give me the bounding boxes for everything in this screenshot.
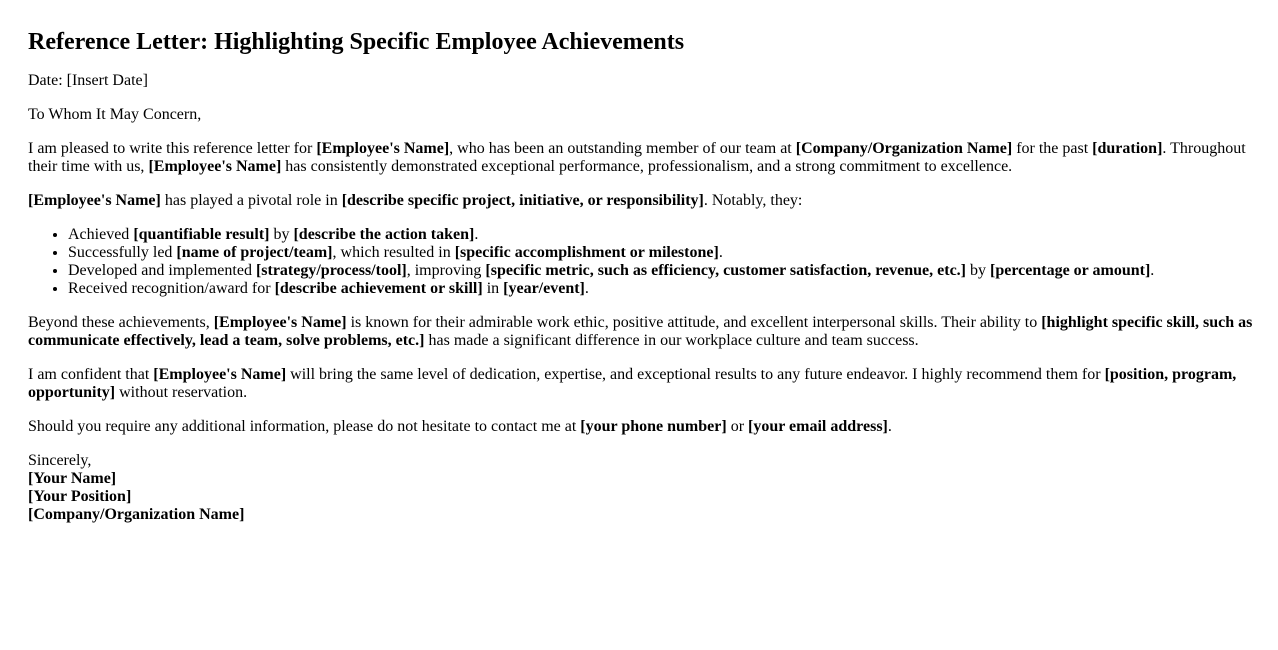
list-item bbox=[68, 262, 1258, 280]
reference-letter bbox=[28, 0, 1258, 524]
achievements-list bbox=[28, 226, 1258, 298]
placeholder: [specific metric, such as efficiency, customer satisfaction, revenue, etc.] bbox=[485, 262, 966, 279]
list-item bbox=[68, 244, 1258, 262]
text: Successfully led bbox=[68, 244, 177, 261]
text: has made a significant difference in our workplace culture and team success. bbox=[424, 332, 919, 349]
signer-name: [Your Name] bbox=[28, 470, 117, 487]
phone-placeholder: [your phone number] bbox=[580, 418, 727, 435]
placeholder: [specific accomplishment or milestone] bbox=[454, 244, 719, 261]
employee-name-placeholder: [Employee's Name] bbox=[316, 140, 450, 157]
text: has played a pivotal role in bbox=[160, 192, 342, 209]
text: , who has been an outstanding member of our team at bbox=[449, 140, 796, 157]
email-placeholder: [your email address] bbox=[748, 418, 888, 435]
text: Achieved bbox=[68, 226, 134, 243]
placeholder: [describe achievement or skill] bbox=[274, 280, 483, 297]
qualities-paragraph bbox=[28, 314, 1258, 350]
list-item bbox=[68, 280, 1258, 298]
duration-placeholder: [duration] bbox=[1092, 140, 1163, 157]
position-placeholder: [position, program, opportunity] bbox=[28, 366, 1237, 401]
text: without reservation. bbox=[115, 384, 248, 401]
placeholder: [name of project/team] bbox=[176, 244, 333, 261]
text: . bbox=[887, 418, 892, 435]
text: Beyond these achievements, bbox=[28, 314, 214, 331]
salutation: To Whom It May Concern, bbox=[28, 106, 202, 123]
text: . bbox=[718, 244, 723, 261]
text: will bring the same level of dedication, expertise, and exceptional results to any future endeavor. I highly recommend them for bbox=[286, 366, 1105, 383]
text: is known for their admirable work ethic, positive attitude, and excellent interpersonal skills. Their ability to bbox=[346, 314, 1042, 331]
page-title: Reference Letter: Highlighting Specific Employee Achievements bbox=[28, 29, 685, 55]
text: by bbox=[966, 262, 990, 279]
text: . bbox=[1150, 262, 1155, 279]
employee-name-placeholder: [Employee's Name] bbox=[148, 158, 282, 175]
project-placeholder: [describe specific project, initiative, or responsibility] bbox=[341, 192, 704, 209]
intro-paragraph bbox=[28, 140, 1258, 176]
text: I am pleased to write this reference letter for bbox=[28, 140, 317, 157]
list-item bbox=[68, 226, 1258, 244]
text: Developed and implemented bbox=[68, 262, 256, 279]
text: . Throughout their time with us, bbox=[28, 140, 1246, 175]
text: . bbox=[474, 226, 479, 243]
date-line: Date: [Insert Date] bbox=[28, 72, 148, 89]
text: . Notably, they: bbox=[703, 192, 803, 209]
text: Received recognition/award for bbox=[68, 280, 275, 297]
company-name-placeholder: [Company/Organization Name] bbox=[795, 140, 1013, 157]
text: , which resulted in bbox=[332, 244, 455, 261]
text: in bbox=[482, 280, 504, 297]
signature-block bbox=[28, 452, 1258, 524]
employee-name-placeholder: [Employee's Name] bbox=[28, 192, 161, 209]
text: , improving bbox=[406, 262, 486, 279]
text: . bbox=[584, 280, 589, 297]
signer-organization: [Company/Organization Name] bbox=[28, 506, 245, 523]
text: by bbox=[269, 226, 294, 243]
role-paragraph bbox=[28, 192, 1258, 210]
placeholder: [strategy/process/tool] bbox=[255, 262, 407, 279]
skill-placeholder: [highlight specific skill, such as communicate effectively, lead a team, solve problems, etc.] bbox=[28, 314, 1253, 349]
placeholder: [percentage or amount] bbox=[990, 262, 1151, 279]
employee-name-placeholder: [Employee's Name] bbox=[213, 314, 347, 331]
employee-name-placeholder: [Employee's Name] bbox=[153, 366, 287, 383]
text: or bbox=[726, 418, 749, 435]
text: for the past bbox=[1012, 140, 1093, 157]
recommendation-paragraph bbox=[28, 366, 1258, 402]
placeholder: [describe the action taken] bbox=[293, 226, 475, 243]
text: I am confident that bbox=[28, 366, 154, 383]
sign-off: Sincerely, bbox=[28, 452, 92, 469]
contact-paragraph bbox=[28, 418, 1258, 436]
placeholder: [quantifiable result] bbox=[133, 226, 270, 243]
placeholder: [year/event] bbox=[503, 280, 585, 297]
signer-position: [Your Position] bbox=[28, 488, 132, 505]
text: Should you require any additional information, please do not hesitate to contact me at bbox=[28, 418, 581, 435]
text: has consistently demonstrated exceptional performance, professionalism, and a strong commitment to excellence. bbox=[281, 158, 1013, 175]
